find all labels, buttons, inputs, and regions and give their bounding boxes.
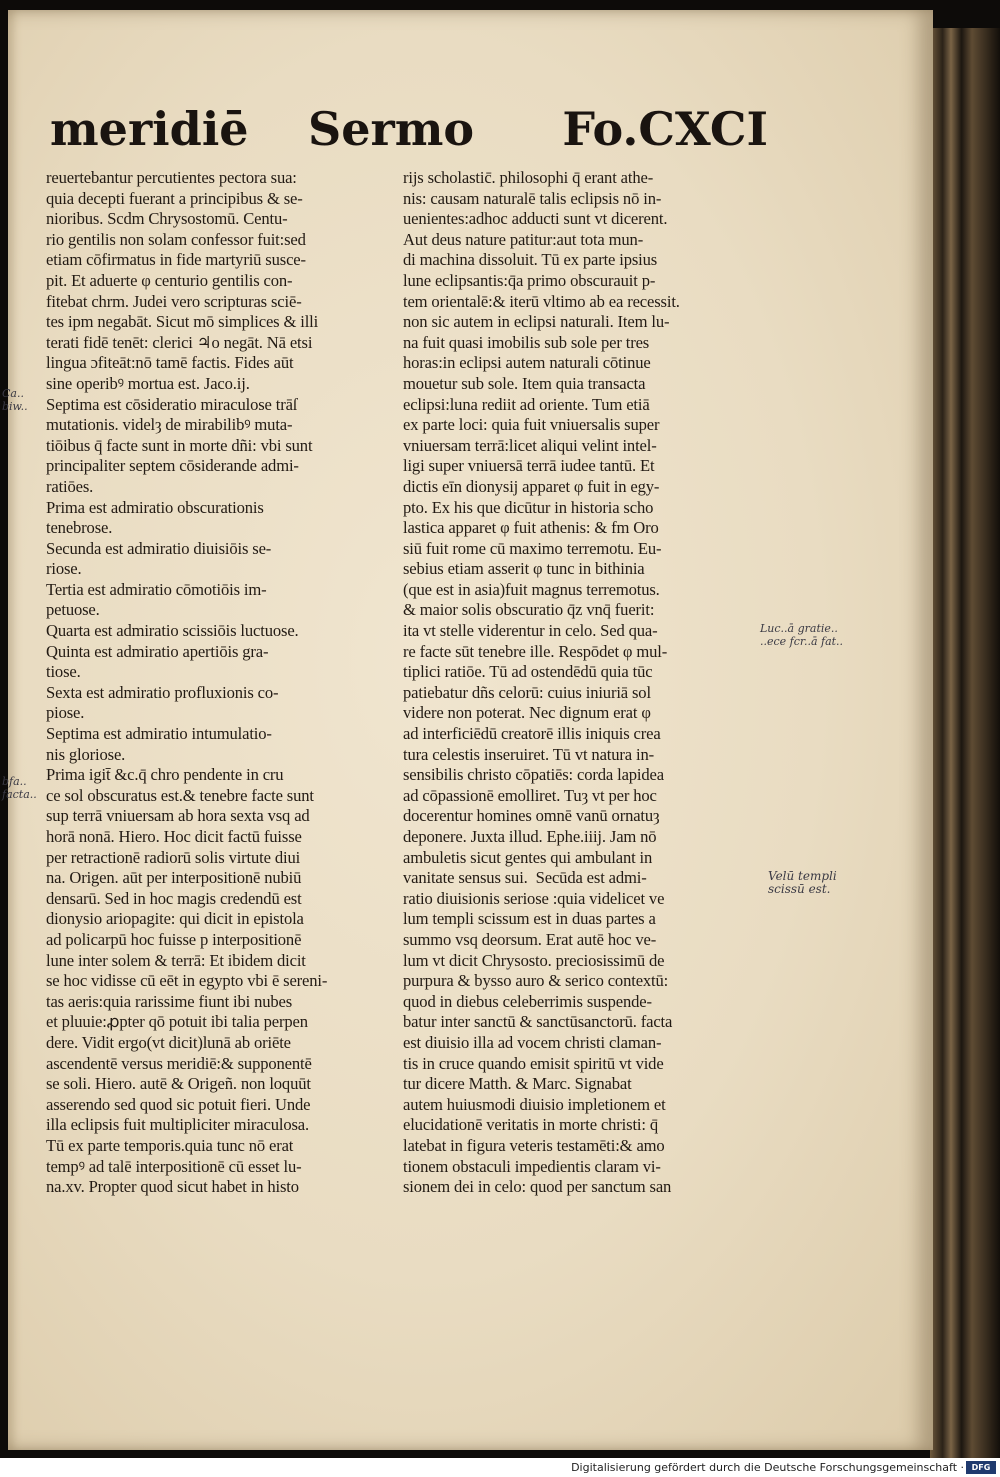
text-line: elucidationē veritatis in morte christi: q̄ [403,1115,658,1135]
text-line: dere. Vidit ergo(vt dicit)lunā ab oriēte [46,1032,291,1052]
text-line: lum vt dicit Chrysosto. preciosissimū de [403,950,665,970]
text-line: principaliter septem cōsiderande admi- [46,456,299,476]
header-title: Sermo [308,102,475,156]
text-line: tiplici ratiōe. Tū ad ostendēdū quia tūc [403,662,653,682]
text-line: lingua ɔfiteāt:nō tamē factis. Fides aūt [46,353,294,373]
dfg-logo: DFG [966,1461,996,1474]
book-page [2,10,933,1450]
text-line: tura celestis inseruiret. Tū vt natura in- [403,744,654,764]
text-line: vniuersam terrā:licet aliqui velint intel- [403,435,657,455]
text-line: quia decepti fuerant a principibus & se- [46,188,303,208]
text-line: dictis eīn dionysij apparet φ fuit in egy- [403,476,660,496]
text-line: tas aeris:quia rarissime fiunt ibi nubes [46,991,293,1011]
text-line: rio gentilis non solam confessor fuit:sed [46,229,306,249]
margin-note-left-2: bfa.. facta.. [2,775,37,801]
text-line: Tū ex parte temporis.quia tunc nō erat [46,1135,294,1155]
text-line: na fuit quasi imobilis sub sole per tres [403,332,650,352]
text-line: lum templi scissum est in duas partes a [403,909,656,929]
text-line: uenientes:adhoc adducti sunt vt dicerent. [403,209,668,229]
text-line: re facte sūt tenebre ille. Respōdet φ mul- [403,641,668,661]
text-line: ad policarpū hoc fuisse p interpositionē [46,929,302,949]
text-line: deponere. Juxta illud. Ephe.iiij. Jam nō [403,827,657,846]
text-line: ce sol obscuratus est.& tenebre facte sunt [46,785,314,805]
text-line: tiose. [46,662,81,682]
text-line: Sexta est admiratio profluxionis co- [46,682,279,702]
text-line: sebius etiam asserit φ tunc in bithinia [403,559,645,579]
text-line: autem huiusmodi diuisio impletionem et [403,1094,666,1114]
text-line: mutationis. videlȝ de mirabilibꝰ muta- [46,415,293,435]
text-line: nioribus. Scdm Chrysostomū. Centu- [46,209,288,229]
text-line: etiam cōfirmatus in fide martyriū susce- [46,250,306,270]
footer-credit: Digitalisierung gefördert durch die Deutsche Forschungsgemeinschaft · [0,1458,1000,1477]
text-line: nis gloriose. [46,744,126,764]
text-line: sionem dei in celo: quod per sanctum san [403,1177,672,1197]
text-line: piose. [46,703,85,723]
text-line: tenebrose. [46,518,113,538]
text-line: pto. Ex his que dicūtur in historia scho [403,497,654,517]
text-line: purpura & bysso auro & serico contextū: [403,971,669,991]
text-line: ad interficiēdū creatorē illis iniquis crea [403,724,661,744]
running-header [50,94,768,164]
text-line: ratiōes. [46,476,94,496]
text-line: lastica apparet φ fuit athenis: & fm Oro [403,518,659,538]
text-line: lune eclipsantis:q̄a primo obscurauit p- [403,270,656,290]
margin-note-right-1: Luc..ā gratie.. ..ece fcr..ā fat.. [760,622,844,648]
text-line: summo vsq deorsum. Erat autē hoc ve- [403,929,657,949]
text-line: di machina dissoluit. Tū ex parte ipsius [403,250,658,270]
text-line: vanitate sensus sui. Secūda est admi- [403,868,647,888]
text-line: riose. [46,559,82,579]
text-line: docerentur homines omnē vanū ornatuȝ [403,806,660,826]
text-line: ligi super vniuersā terrā iudee tantū. Et [403,456,655,476]
text-line: est diuisio illa ad vocem christi claman- [403,1032,662,1052]
text-line: mouetur sub sole. Item quia transacta [403,373,646,393]
text-line: eclipsi:luna rediit ad oriente. Tum etiā [403,394,650,414]
text-line: tes ipm negabāt. Sicut mō simplices & illi [46,312,319,332]
text-line: ratio diuisionis seriose :quia videlicet ve [403,888,665,908]
text-line: Aut deus nature patitur:aut tota mun- [403,229,644,249]
text-line: reuertebantur percutientes pectora sua: [46,168,297,187]
text-line: horas:in eclipsi autem naturali cōtinue [403,353,651,373]
text-line: et pluuie:ꝓpter qō potuit ibi talia perpen [46,1012,308,1032]
text-line: na.xv. Propter quod sicut habet in histo [46,1177,299,1197]
text-line: siū fuit rome cū maximo terremotu. Eu- [403,538,662,558]
margin-note-right-2: Velū templi scissū est. [768,869,837,896]
text-line: Septima est cōsideratio miraculose trāſ [46,394,298,414]
text-line: batur inter sanctū & sanctūsanctorū. facta [403,1012,673,1032]
text-line: sup terrā vniuersam ab hora sexta vsq ad [46,806,310,826]
text-line: (que est in asia)fuit magnus terremotus. [403,579,660,599]
text-line: tiōibus q̄ facte sunt in morte dñi: vbi sunt [46,435,313,455]
text-line: ad cōpassionē emolliret. Tuȝ vt per hoc [403,785,657,805]
text-line: horā nonā. Hiero. Hoc dicit factū fuisse [46,827,302,846]
text-line: Tertia est admiratio cōmotiōis im- [46,579,267,599]
text-line: densarū. Sed in hoc magis credendū est [46,888,302,908]
text-line: se soli. Hiero. autē & Origeñ. non loquūt [46,1074,311,1094]
text-line: lune inter solem & terrā: Et ibidem dicit [46,950,306,970]
text-line: latebat in figura veteris testamēti:& amo [403,1135,665,1155]
text-line: Prima igit̄ &c.q̄ chro pendente in cru [46,765,284,785]
text-line: & maior solis obscuratio q̄z vnq̄ fuerit: [403,600,655,620]
text-line: rijs scholastic̄. philosophi q̄ erant athe- [403,168,654,187]
text-line: Septima est admiratio intumulatio- [46,724,272,744]
text-line: pit. Et aduerte φ centurio gentilis con- [46,270,293,290]
text-line: tis in cruce quando emisit spiritū vt vide [403,1053,664,1073]
text-line: petuose. [46,600,100,620]
text-line: ita vt stelle viderentur in celo. Sed qua- [403,621,658,641]
text-line: dionysio ariopagite: qui dicit in epistola [46,909,304,929]
text-line: sensibilis christo cōpatiēs: corda lapidea [403,765,664,785]
text-line: per retractionē radiorū solis virtute diui [46,847,301,867]
text-line: videre non poterat. Nec dignum erat φ [403,703,651,723]
margin-note-left-1: Ca.. biw.. [2,387,28,413]
text-line: sine operibꝰ mortua est. Jaco.ij. [46,373,250,393]
text-line: tem orientalē:& iterū vltimo ab ea recessit. [403,291,680,311]
text-line: asserendo sed quod sic potuit fieri. Unde [46,1094,311,1114]
text-line: ambuletis sicut gentes qui ambulant in [403,847,653,867]
text-line: Quinta est admiratio apertiōis gra- [46,641,269,661]
text-line: terati fidē tenēt: clerici ♃o negāt. Nā etsi [46,332,313,352]
text-line: non sic autem in eclipsi naturali. Item lu- [403,312,670,332]
text-line: fitebat chrm. Judei vero scripturas sciē- [46,291,302,311]
left-text-column [46,168,391,1198]
text-line: tionem obstaculi impedientis claram vi- [403,1156,661,1176]
text-line: patiebatur dñs celorū: cuius iniuriā sol [403,682,651,702]
text-line: illa eclipsis fuit multipliciter miraculosa. [46,1115,309,1135]
text-line: Secunda est admiratio diuisiōis se- [46,538,272,558]
text-line: ex parte loci: quia fuit vniuersalis super [403,415,660,435]
text-line: Prima est admiratio obscurationis [46,497,264,517]
right-text-column [403,168,748,1198]
text-line: quod in diebus celeberrimis suspende- [403,991,652,1011]
book-page-edges [930,28,1000,1458]
text-line: tempꝰ ad talē interpositionē cū esset lu- [46,1156,302,1176]
text-line: nis: causam naturalē talis eclipsis nō in- [403,188,662,208]
header-left-word: meridiē [50,102,249,156]
text-line: na. Origen. aūt per interpositionē nubiū [46,868,302,888]
folio-number: Fo.CXCI [562,102,768,156]
text-line: se hoc vidisse cū eēt in egypto vbi ē sereni- [46,971,328,991]
text-line: tur dicere Matth. & Marc. Signabat [403,1074,632,1094]
text-line: ascendentē versus meridiē:& supponentē [46,1053,312,1073]
text-line: Quarta est admiratio scissiōis luctuose. [46,621,299,641]
